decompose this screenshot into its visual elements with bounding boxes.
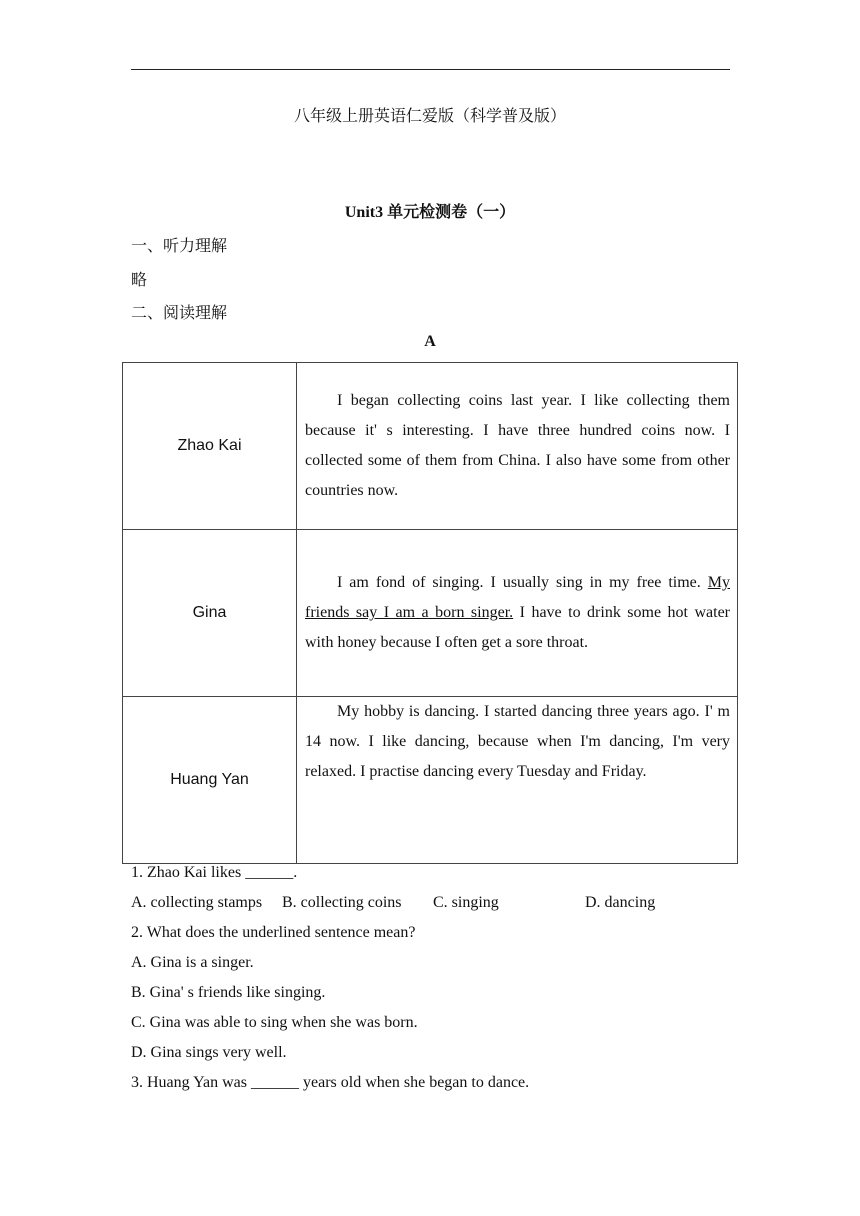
question-2-option-c: C. Gina was able to sing when she was born. — [131, 1014, 418, 1031]
section-reading-heading: 二、阅读理解 — [131, 305, 228, 322]
person-name: Huang Yan — [123, 697, 297, 864]
question-1-stem: 1. Zhao Kai likes ______. — [131, 864, 298, 881]
question-3-stem: 3. Huang Yan was ______ years old when she began to dance. — [131, 1074, 530, 1091]
question-1-option-b: B. collecting coins — [282, 894, 402, 911]
section-listening-note: 略 — [131, 272, 148, 289]
passage-text: I began collecting coins last year. I like collecting them because it' s interesting. I have three hundred coins now. I collected some of them from China. I also have some from other countries now. — [305, 392, 730, 499]
question-2-stem: 2. What does the underlined sentence mean? — [131, 924, 416, 941]
person-name: Zhao Kai — [123, 363, 297, 530]
book-title: 八年级上册英语仁爱版（科学普及版） — [293, 108, 566, 125]
question-1-option-c: C. singing — [433, 894, 499, 911]
section-listening-heading: 一、听力理解 — [131, 238, 228, 255]
question-2-option-d: D. Gina sings very well. — [131, 1044, 287, 1061]
question-2-option-a: A. Gina is a singer. — [131, 954, 254, 971]
reading-part-label: A — [424, 333, 436, 350]
table-row — [123, 530, 738, 697]
reading-table — [122, 362, 738, 864]
header-rule — [131, 69, 730, 70]
table-row — [123, 697, 738, 864]
question-1-option-a: A. collecting stamps — [131, 894, 263, 911]
underlined-sentence: My friends say I am a born singer. — [305, 574, 730, 621]
question-1-option-d: D. dancing — [585, 894, 656, 911]
table-row — [123, 363, 738, 530]
passage-text: I am fond of singing. I usually sing in my free time. My friends say I am a born singer. I have to drink some hot water with honey because I often get a sore throat. — [305, 574, 731, 651]
person-name: Gina — [123, 530, 297, 697]
unit-title: Unit3 单元检测卷（一） — [344, 204, 516, 221]
question-2-option-b: B. Gina' s friends like singing. — [131, 984, 326, 1001]
passage-text: My hobby is dancing. I started dancing three years ago. I' m 14 now. I like dancing, because when I'm dancing, I'm very relaxed. I practise dancing every Tuesday and Friday. — [305, 703, 730, 780]
